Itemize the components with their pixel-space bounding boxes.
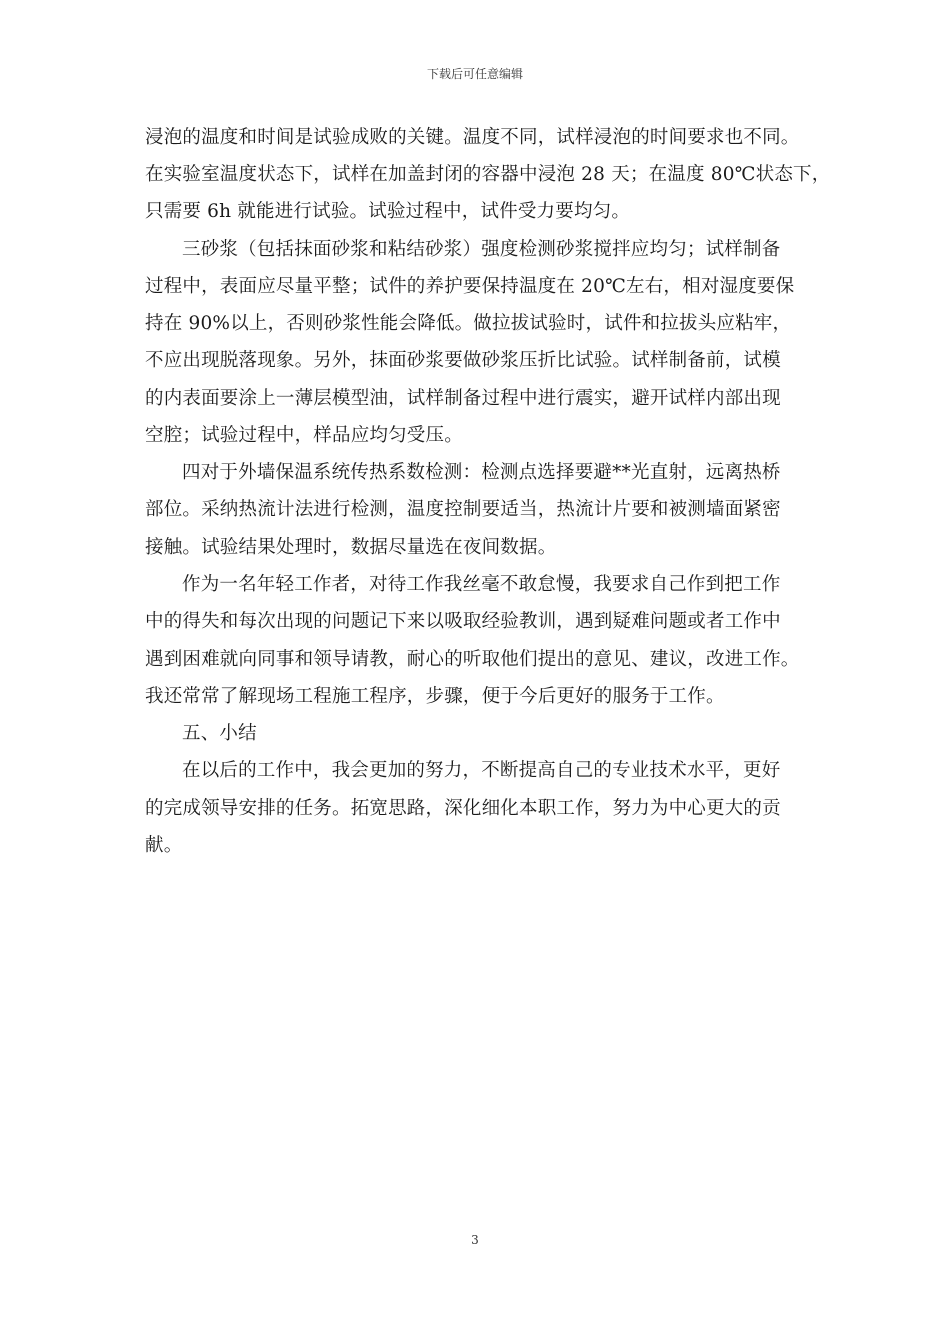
body-line: 在以后的工作中，我会更加的努力，不断提高自己的专业技术水平，更好 xyxy=(182,760,781,781)
body-line: 遇到困难就向同事和领导请教，耐心的听取他们提出的意见、建议，改进工作。 xyxy=(145,649,800,670)
body-line: 三砂浆（包括抹面砂浆和粘结砂浆）强度检测砂浆搅拌应均匀；试样制备 xyxy=(182,239,781,260)
body-line: 部位。采纳热流计法进行检测，温度控制要适当，热流计片要和被测墙面紧密 xyxy=(145,499,781,520)
body-line: 空腔；试验过程中，样品应均匀受压。 xyxy=(145,425,463,446)
body-line: 中的得失和每次出现的问题记下来以吸取经验教训，遇到疑难问题或者工作中 xyxy=(145,611,781,632)
body-line: 四对于外墙保温系统传热系数检测：检测点选择要避**光直射，远离热桥 xyxy=(182,462,781,483)
body-line: 的内表面要涂上一薄层模型油，试样制备过程中进行震实，避开试样内部出现 xyxy=(145,388,781,409)
body-line: 只需要 6h 就能进行试验。试验过程中，试件受力要均匀。 xyxy=(145,201,631,222)
page-number: 3 xyxy=(471,1233,479,1247)
body-line: 我还常常了解现场工程施工程序，步骤，便于今后更好的服务于工作。 xyxy=(145,686,725,707)
section-heading: 五、小结 xyxy=(182,723,257,744)
body-line: 不应出现脱落现象。另外，抹面砂浆要做砂浆压折比试验。试样制备前，试模 xyxy=(145,350,781,371)
body-line: 的完成领导安排的任务。拓宽思路，深化细化本职工作，努力为中心更大的贡 xyxy=(145,798,781,819)
body-line: 作为一名年轻工作者，对待工作我丝毫不敢怠慢，我要求自己作到把工作 xyxy=(182,574,781,595)
page-header: 下载后可任意编辑 xyxy=(426,67,523,81)
body-line: 持在 90%以上，否则砂浆性能会降低。做拉拔试验时，试件和拉拔头应粘牢， xyxy=(145,313,792,334)
body-line: 接触。试验结果处理时，数据尽量选在夜间数据。 xyxy=(145,537,557,558)
body-line: 献。 xyxy=(145,835,183,856)
body-line: 浸泡的温度和时间是试验成败的关键。温度不同，试样浸泡的时间要求也不同。 xyxy=(145,127,800,148)
body-line: 过程中，表面应尽量平整；试件的养护要保持温度在 20℃左右，相对湿度要保 xyxy=(145,276,795,297)
body-line: 在实验室温度状态下，试样在加盖封闭的容器中浸泡 28 天；在温度 80℃状态下， xyxy=(145,164,831,185)
